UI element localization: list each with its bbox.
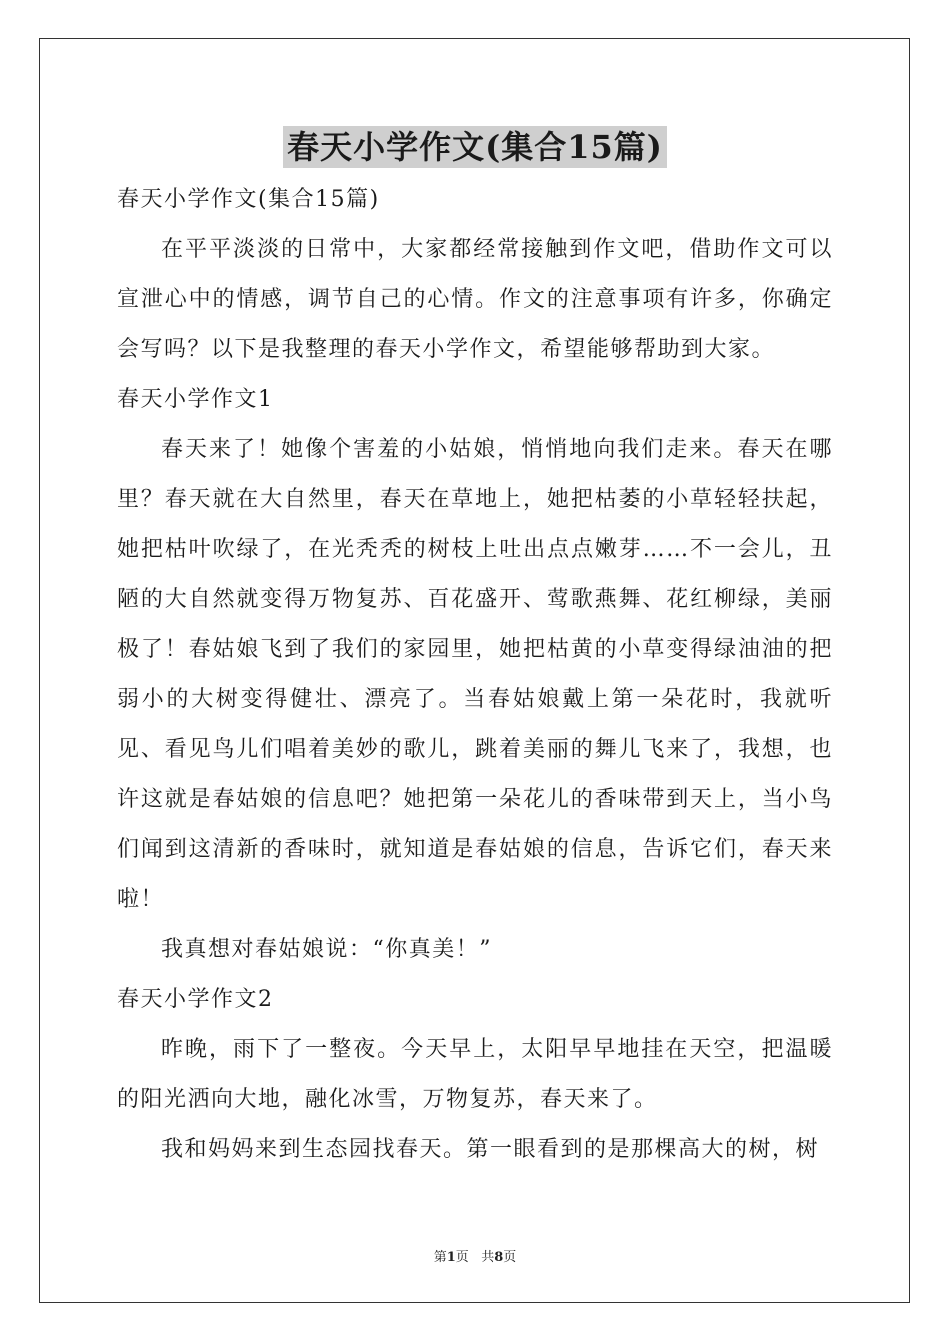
section-heading: 春天小学作文1 bbox=[117, 387, 274, 412]
page-number: 1 bbox=[446, 1250, 456, 1265]
total-label-prefix: 共 bbox=[481, 1250, 495, 1265]
body-paragraph: 春天来了！她像个害羞的小姑娘，悄悄地向我们走来。春天在哪里？春天就在大自然里，春天在草地上，她把枯萎的小草轻轻扶起，她把枯叶吹绿了，在光秃秃的树枝上吐出点点嫩芽……不一会儿，丑陋的大自然就变得万物复苏、百花盛开、莺歌燕舞、花红柳绿，美丽极了！春姑娘飞到了我们的家园里，她把枯黄的小草变得绿油油的把弱小的大树变得健壮、漂亮了。当春姑娘戴上第一朵花时，我就听见、看见鸟儿们唱着美妙的歌儿，跳着美丽的舞儿飞来了，我想，也许这就是春姑娘的信息吧？她把第一朵花儿的香味带到天上，当小鸟们闻到这清新的香味时，就知道是春姑娘的信息，告诉它们，春天来啦！ bbox=[117, 437, 833, 912]
body-paragraph: 昨晚，雨下了一整夜。今天早上，太阳早早地挂在天空，把温暖的阳光洒向大地，融化冰雪，万物复苏，春天来了。 bbox=[117, 1037, 833, 1112]
body-paragraph: 我和妈妈来到生态园找春天。第一眼看到的是那棵高大的树，树 bbox=[161, 1137, 820, 1162]
total-pages: 8 bbox=[494, 1250, 504, 1265]
total-label-suffix: 页 bbox=[503, 1250, 517, 1265]
page-footer bbox=[0, 1246, 950, 1265]
section-heading: 春天小学作文(集合15篇) bbox=[117, 187, 380, 212]
title-container bbox=[0, 126, 950, 168]
document-title: 春天小学作文(集合15篇) bbox=[283, 126, 667, 168]
section-heading: 春天小学作文2 bbox=[117, 987, 274, 1012]
page-label-prefix: 第 bbox=[433, 1250, 447, 1265]
body-paragraph: 我真想对春姑娘说：“你真美！” bbox=[161, 937, 492, 962]
page-label-suffix: 页 bbox=[455, 1250, 469, 1265]
document-body bbox=[117, 175, 833, 1175]
body-paragraph: 在平平淡淡的日常中，大家都经常接触到作文吧，借助作文可以宣泄心中的情感，调节自己的心情。作文的注意事项有许多，你确定会写吗？以下是我整理的春天小学作文，希望能够帮助到大家。 bbox=[117, 237, 833, 362]
